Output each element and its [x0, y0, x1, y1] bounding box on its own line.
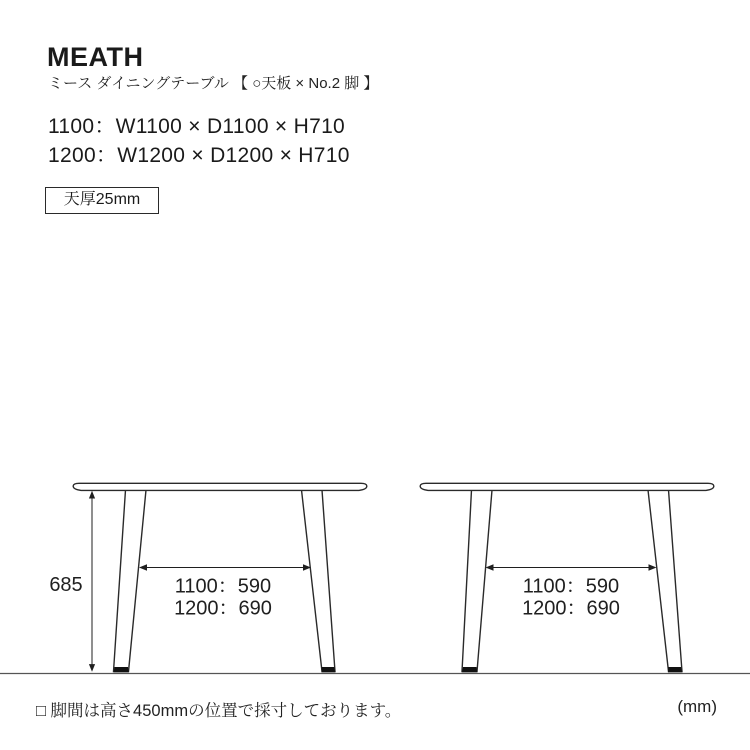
left-table-left-foot [114, 667, 129, 672]
right-leg-span-label-2: 1200：690 [522, 597, 620, 620]
unit-label: (mm) [677, 697, 717, 716]
left-table-right-leg [302, 490, 336, 672]
spec-line-1100: 1100：W1100 × D1100 × H710 [48, 115, 346, 138]
product-subtitle: ミース ダイニングテーブル 【 ○天板 × No.2 脚 】 [48, 75, 379, 92]
right-table-right-leg [648, 490, 682, 672]
left-table-top [73, 483, 367, 490]
left-leg-span-dimension [139, 564, 311, 570]
product-title: MEATH [47, 42, 144, 72]
right-table-left-foot [462, 667, 477, 672]
left-leg-span-label-1: 1100：590 [174, 575, 272, 598]
right-leg-span-label-1: 1100：590 [522, 575, 620, 598]
size-spec-list [48, 112, 350, 170]
left-leg-span-label-2: 1200：690 [174, 597, 272, 620]
spec-line-1200: 1200：W1200 × D1200 × H710 [48, 144, 350, 167]
right-leg-span-arrow-left [486, 564, 494, 570]
measurement-footnote: □ 脚間は高さ450mmの位置で採寸しております。 [36, 702, 402, 720]
thickness-badge: 天厚25mm [45, 187, 159, 214]
left-table-right-foot [322, 667, 336, 672]
height-dimension [89, 491, 95, 672]
height-dim-arrow-down [89, 664, 95, 672]
height-dim-arrow-up [89, 491, 95, 499]
dimension-drawing [0, 440, 750, 700]
right-table-right-foot [668, 667, 682, 672]
right-leg-span-dimension [486, 564, 657, 570]
left-table-left-leg [114, 490, 147, 672]
right-table-left-leg [462, 490, 492, 672]
right-leg-span-arrow-right [649, 564, 657, 570]
left-leg-span-arrow-left [139, 564, 147, 570]
right-table-top [420, 483, 714, 490]
height-dimension-label: 685 [49, 574, 83, 596]
